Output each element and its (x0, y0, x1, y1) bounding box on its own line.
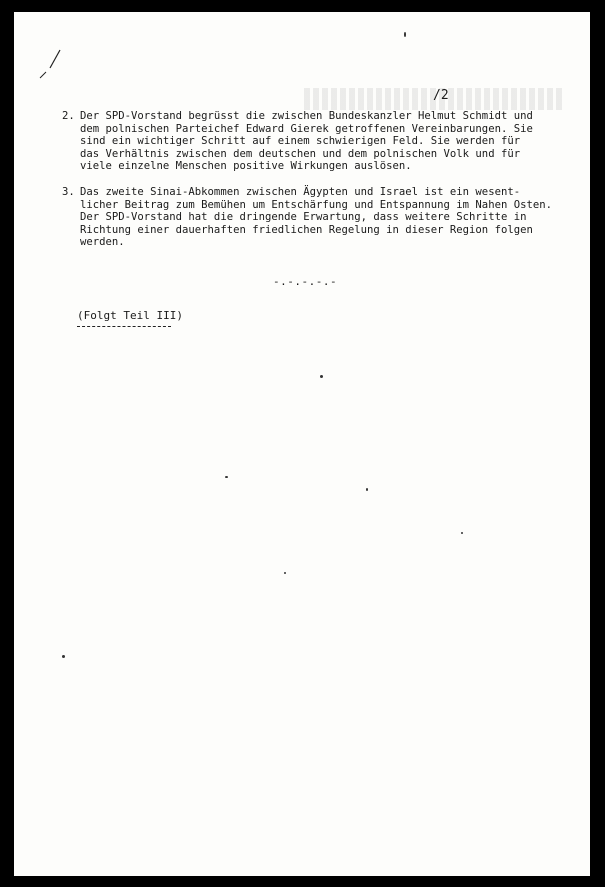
text-line: licher Beitrag zum Bemühen um Entschärfung und Entspannung im Nahen Osten. (80, 198, 552, 211)
follows-underline (77, 326, 171, 327)
text-line: Der SPD-Vorstand hat die dringende Erwartung, dass weitere Schritte in (80, 211, 527, 224)
text-line: dem polnischen Parteichef Edward Gierek getroffenen Vereinbarungen. Sie (80, 122, 533, 135)
text-line: Richtung einer dauerhaften friedlichen Regelung in dieser Region folgen (80, 223, 533, 236)
speck (461, 532, 463, 534)
item-text (80, 110, 560, 173)
text-line: Der SPD-Vorstand begrüsst die zwischen Bundeskanzler Helmut Schmidt und (80, 110, 533, 122)
speck (225, 476, 228, 478)
item-number: 3. (62, 186, 75, 198)
text-line: Das zweite Sinai-Abkommen zwischen Ägypten und Israel ist ein wesent- (80, 186, 521, 198)
item-text (80, 186, 560, 249)
speck (62, 655, 65, 658)
speck (404, 32, 406, 37)
text-line: sind ein wichtiger Schritt auf einem schwierigen Feld. Sie werden für (80, 135, 521, 148)
document-page (14, 12, 590, 876)
speck (366, 488, 368, 491)
stray-pen-mark (36, 48, 66, 84)
speck (320, 375, 323, 378)
text-line: werden. (80, 236, 125, 249)
separator: -.-.-.-.- (273, 275, 338, 288)
text-line: viele einzelne Menschen positive Wirkungen auslösen. (80, 160, 412, 173)
text-line: das Verhältnis zwischen dem deutschen und dem polnischen Volk und für (80, 147, 521, 160)
speck (284, 572, 286, 574)
page-number: /2 (433, 88, 449, 103)
follows-note: (Folgt Teil III) (77, 309, 183, 322)
item-number: 2. (62, 110, 75, 122)
